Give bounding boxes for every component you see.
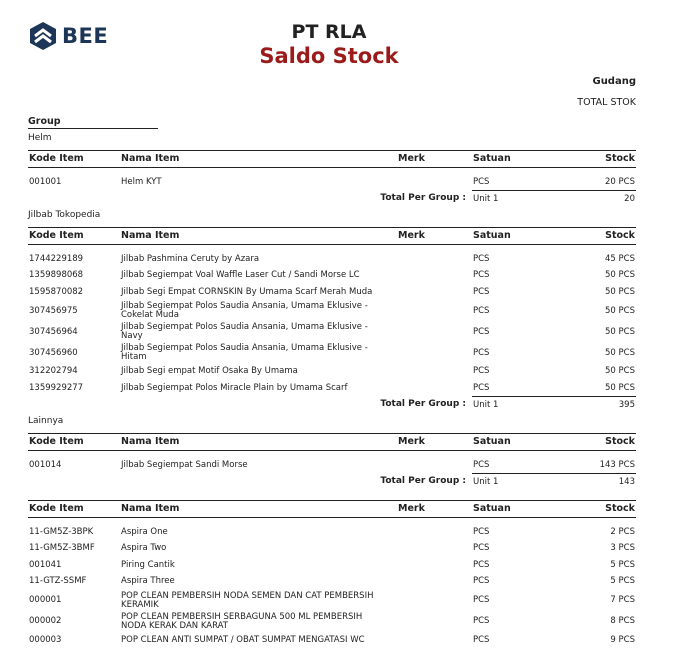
cell-kode-item: 000001 [29,595,62,605]
col-stock: Stock [552,434,636,451]
cell-stock: 7 PCS [610,595,635,605]
group-name: Jilbab Tokopedia [28,210,101,220]
total-unit: Unit 1 [472,474,552,491]
cell-nama-item: Jilbab Segiempat Voal Waffle Laser Cut / Sandi Morse LC [121,270,360,281]
cell-kode-item: 11-GM5Z-3BMF [29,543,95,554]
cell-satuan: PCS [473,595,490,605]
cell-kode-item: 1595870082 [29,286,84,297]
table-row [28,380,636,397]
table-row [28,611,636,632]
cell-nama-item: Jilbab Pashmina Ceruty by Azara [121,253,260,264]
cell-stock: 50 PCS [605,286,635,297]
cell-merk [390,251,472,268]
table-row [28,574,636,591]
total-value: 20 [552,191,636,208]
cell-satuan: PCS [473,459,490,470]
total-blank [28,191,120,208]
cell-satuan: PCS [473,286,490,297]
cell-stock: 50 PCS [605,270,635,281]
col-merk: Merk [390,228,472,245]
group-name: Lainnya [28,416,64,426]
cell-merk [390,557,472,574]
col-stock: Stock [552,151,636,168]
table-row [28,632,636,649]
cell-merk [390,611,472,632]
cell-nama-item: Aspira One [121,526,168,537]
cell-kode-item: 1359898068 [29,270,84,281]
total-label: Total Per Group : [380,193,466,204]
col-merk: Merk [390,151,472,168]
cell-nama-item: Aspira Two [121,543,167,554]
table-header-row [28,501,636,518]
cell-stock: 8 PCS [610,616,635,626]
cell-nama-item: Jilbab Segi empat Motif Osaka By Umama [121,366,298,377]
cell-stock: 2 PCS [610,526,635,537]
table-row [28,364,636,381]
table-header-row [28,228,636,245]
total-row [28,191,636,208]
cell-merk [390,632,472,649]
table-header-row [28,434,636,451]
cell-stock: 50 PCS [605,326,635,337]
col-satuan: Satuan [472,434,552,451]
cell-nama-item: POP CLEAN PEMBERSIH NODA SEMEN DAN CAT PEMBERSIH KERAMIK [121,590,374,610]
table-row [28,174,636,191]
table-row [28,268,636,285]
cell-kode-item: 1744229189 [29,253,84,264]
col-satuan: Satuan [472,501,552,518]
total-unit: Unit 1 [472,191,552,208]
col-stock: Stock [552,501,636,518]
stock-table [28,433,636,490]
cell-merk [390,284,472,301]
cell-merk [390,380,472,397]
group-spacer [28,490,636,500]
cell-nama-item: Jilbab Segi Empat CORNSKIN By Umama Scarf Merah Muda [121,286,373,297]
cell-stock: 9 PCS [610,634,635,645]
cell-kode-item: 000003 [29,634,62,645]
gudang-label: Gudang [592,76,636,87]
cell-satuan: PCS [473,616,490,626]
total-value: 395 [552,397,636,414]
cell-satuan: PCS [473,253,490,264]
cell-satuan: PCS [473,382,490,393]
cell-merk [390,268,472,285]
company-name: PT RLA [291,21,367,43]
cell-kode-item: 307456964 [29,326,78,337]
cell-nama-item: Jilbab Segiempat Sandi Morse [121,459,248,470]
cell-kode-item: 312202794 [29,366,78,377]
cell-nama-item: POP CLEAN PEMBERSIH SERBAGUNA 500 ML PEMBERSIH NODA KERAK DAN KARAT [121,611,363,631]
stock-table [28,500,636,649]
total-blank [28,474,120,491]
cell-kode-item: 001041 [29,559,62,570]
total-label: Total Per Group : [380,476,466,487]
col-kode-item: Kode Item [28,501,120,518]
cell-nama-item: Piring Cantik [121,559,175,570]
cell-satuan: PCS [473,559,490,570]
cell-nama-item: Jilbab Segiempat Polos Saudia Ansania, Umama Eklusive - Navy [121,322,368,341]
cell-merk [390,457,472,474]
cell-stock: 3 PCS [610,543,635,554]
cell-kode-item: 11-GTZ-SSMF [29,576,87,587]
col-merk: Merk [390,501,472,518]
table-row [28,343,636,364]
cell-merk [390,174,472,191]
cell-nama-item: POP CLEAN ANTI SUMPAT / OBAT SUMPAT MENGATASI WC [121,634,365,645]
cell-satuan: PCS [473,634,490,645]
total-row [28,397,636,414]
table-row [28,284,636,301]
cell-kode-item: 11-GM5Z-3BPK [29,526,94,537]
cell-kode-item: 001014 [29,459,62,470]
table-row [28,251,636,268]
report-content [28,116,636,649]
table-row [28,301,636,322]
stock-table [28,227,636,413]
table-row [28,557,636,574]
total-blank [28,397,120,414]
cell-satuan: PCS [473,347,490,358]
col-kode-item: Kode Item [28,228,120,245]
cell-merk [390,343,472,364]
cell-satuan: PCS [473,526,490,537]
cell-nama-item: Jilbab Segiempat Polos Saudia Ansania, Umama Eklusive - Hitam [121,343,368,362]
col-nama-item: Nama Item [120,151,390,168]
cell-stock: 143 PCS [599,459,635,470]
table-header-row [28,151,636,168]
cell-satuan: PCS [473,326,490,337]
col-stock: Stock [552,228,636,245]
cell-merk [390,541,472,558]
gudang-value: TOTAL STOK [577,97,636,108]
group-header: Group [28,116,158,129]
cell-stock: 5 PCS [610,576,635,587]
col-merk: Merk [390,434,472,451]
cell-nama-item: Jilbab Segiempat Polos Saudia Ansania, Umama Eklusive - Cokelat Muda [121,301,368,320]
col-satuan: Satuan [472,228,552,245]
cell-merk [390,301,472,322]
col-nama-item: Nama Item [120,228,390,245]
table-row [28,524,636,541]
col-nama-item: Nama Item [120,434,390,451]
total-unit: Unit 1 [472,397,552,414]
cell-satuan: PCS [473,576,490,587]
cell-stock: 20 PCS [605,176,635,187]
cell-kode-item: 307456960 [29,347,78,358]
col-kode-item: Kode Item [28,434,120,451]
table-row [28,590,636,611]
cell-merk [390,322,472,343]
total-value: 143 [552,474,636,491]
col-satuan: Satuan [472,151,552,168]
group-name: Helm [28,133,52,143]
cell-kode-item: 1359929277 [29,382,84,393]
cell-kode-item: 307456975 [29,305,78,316]
cell-stock: 50 PCS [605,305,635,316]
cell-merk [390,574,472,591]
cell-nama-item: Jilbab Segiempat Polos Miracle Plain by Umama Scarf [121,382,348,393]
table-row [28,541,636,558]
cell-merk [390,590,472,611]
cell-nama-item: Helm KYT [121,176,162,187]
cell-satuan: PCS [473,305,490,316]
cell-nama-item: Aspira Three [121,576,175,587]
total-row [28,474,636,491]
cell-kode-item: 000002 [29,616,62,626]
cell-satuan: PCS [473,176,490,187]
cell-stock: 50 PCS [605,347,635,358]
cell-merk [390,364,472,381]
col-nama-item: Nama Item [120,501,390,518]
cell-satuan: PCS [473,543,490,554]
table-row [28,457,636,474]
cell-stock: 50 PCS [605,366,635,377]
cell-stock: 45 PCS [605,253,635,264]
cell-satuan: PCS [473,270,490,281]
table-row [28,322,636,343]
cell-stock: 50 PCS [605,382,635,393]
cell-kode-item: 001001 [29,176,62,187]
cell-satuan: PCS [473,366,490,377]
report-title: Saldo Stock [259,44,399,68]
col-kode-item: Kode Item [28,151,120,168]
total-label: Total Per Group : [380,399,466,410]
cell-stock: 5 PCS [610,559,635,570]
stock-table [28,150,636,207]
cell-merk [390,524,472,541]
logo-text: BEE [62,24,109,48]
